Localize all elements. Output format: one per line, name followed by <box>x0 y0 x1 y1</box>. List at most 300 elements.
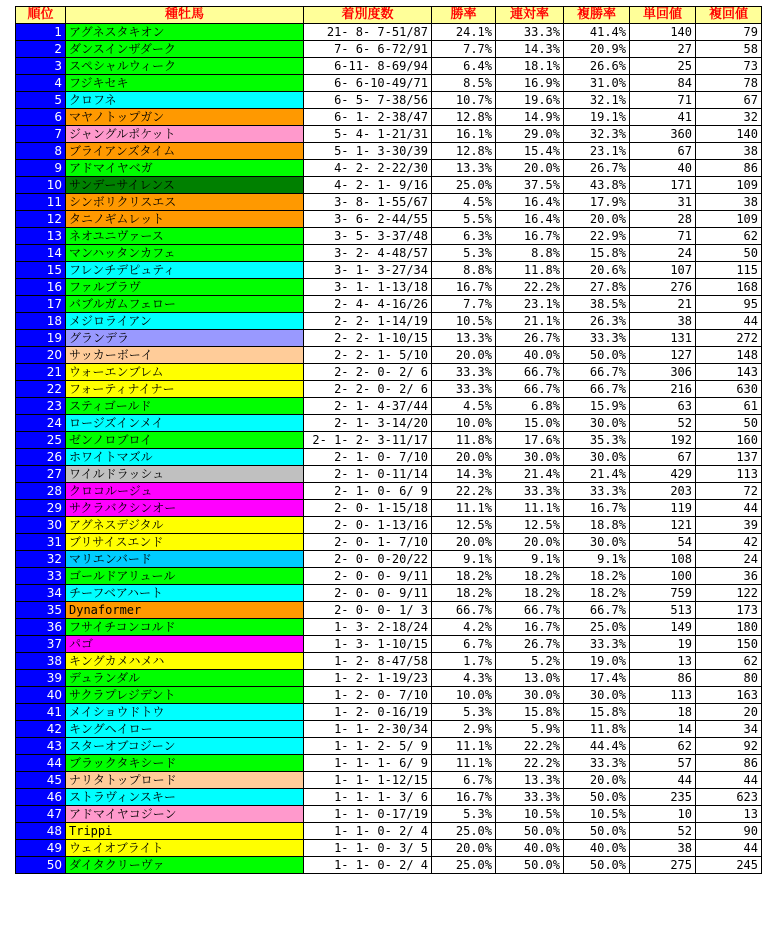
stallion-name-cell: スターオブコジーン <box>66 738 304 755</box>
win-return-cell: 10 <box>630 806 696 823</box>
show-rate-cell: 22.9% <box>564 228 630 245</box>
header-stallion: 種牡馬 <box>66 7 304 24</box>
win-return-cell: 13 <box>630 653 696 670</box>
win-rate-cell: 10.7% <box>432 92 496 109</box>
rank-cell: 29 <box>16 500 66 517</box>
place-rate-cell: 6.8% <box>496 398 564 415</box>
table-row <box>16 347 762 364</box>
header-record: 着別度数 <box>304 7 432 24</box>
win-return-cell: 149 <box>630 619 696 636</box>
show-rate-cell: 32.1% <box>564 92 630 109</box>
win-rate-cell: 11.1% <box>432 755 496 772</box>
show-rate-cell: 16.7% <box>564 500 630 517</box>
win-rate-cell: 16.7% <box>432 279 496 296</box>
win-return-cell: 140 <box>630 24 696 41</box>
show-rate-cell: 66.7% <box>564 381 630 398</box>
record-cell: 2- 2- 1-14/19 <box>304 313 432 330</box>
show-rate-cell: 44.4% <box>564 738 630 755</box>
show-rate-cell: 27.8% <box>564 279 630 296</box>
record-cell: 4- 2- 1- 9/16 <box>304 177 432 194</box>
win-return-cell: 19 <box>630 636 696 653</box>
win-rate-cell: 2.9% <box>432 721 496 738</box>
show-rate-cell: 50.0% <box>564 823 630 840</box>
show-return-cell: 36 <box>696 568 762 585</box>
table-row <box>16 857 762 874</box>
show-return-cell: 44 <box>696 772 762 789</box>
stallion-name-cell: メイショウドトウ <box>66 704 304 721</box>
stallion-name-cell: パゴ <box>66 636 304 653</box>
stallion-name-cell: アグネスタキオン <box>66 24 304 41</box>
table-row <box>16 687 762 704</box>
place-rate-cell: 16.7% <box>496 619 564 636</box>
record-cell: 2- 0- 1-15/18 <box>304 500 432 517</box>
win-rate-cell: 25.0% <box>432 177 496 194</box>
record-cell: 1- 1- 2- 5/ 9 <box>304 738 432 755</box>
show-return-cell: 44 <box>696 840 762 857</box>
stallion-name-cell: ブラックタキシード <box>66 755 304 772</box>
show-rate-cell: 11.8% <box>564 721 630 738</box>
win-return-cell: 21 <box>630 296 696 313</box>
table-row <box>16 568 762 585</box>
table-row <box>16 296 762 313</box>
show-rate-cell: 15.9% <box>564 398 630 415</box>
stallion-name-cell: タニノギムレット <box>66 211 304 228</box>
place-rate-cell: 23.1% <box>496 296 564 313</box>
table-row <box>16 483 762 500</box>
win-return-cell: 41 <box>630 109 696 126</box>
show-return-cell: 137 <box>696 449 762 466</box>
record-cell: 2- 0- 0- 9/11 <box>304 568 432 585</box>
show-return-cell: 143 <box>696 364 762 381</box>
rank-cell: 25 <box>16 432 66 449</box>
show-rate-cell: 19.1% <box>564 109 630 126</box>
rank-cell: 10 <box>16 177 66 194</box>
record-cell: 1- 1- 0-17/19 <box>304 806 432 823</box>
show-return-cell: 61 <box>696 398 762 415</box>
table-row <box>16 517 762 534</box>
win-return-cell: 759 <box>630 585 696 602</box>
win-rate-cell: 11.1% <box>432 738 496 755</box>
show-rate-cell: 50.0% <box>564 857 630 874</box>
win-rate-cell: 6.3% <box>432 228 496 245</box>
show-rate-cell: 20.0% <box>564 211 630 228</box>
rank-cell: 46 <box>16 789 66 806</box>
win-rate-cell: 12.5% <box>432 517 496 534</box>
show-rate-cell: 9.1% <box>564 551 630 568</box>
record-cell: 2- 1- 2- 3-11/17 <box>304 432 432 449</box>
place-rate-cell: 14.3% <box>496 41 564 58</box>
rank-cell: 35 <box>16 602 66 619</box>
show-return-cell: 122 <box>696 585 762 602</box>
table-body <box>16 24 762 874</box>
place-rate-cell: 21.4% <box>496 466 564 483</box>
place-rate-cell: 10.5% <box>496 806 564 823</box>
rank-cell: 31 <box>16 534 66 551</box>
show-return-cell: 86 <box>696 755 762 772</box>
win-return-cell: 67 <box>630 449 696 466</box>
stallion-name-cell: サクラバクシンオー <box>66 500 304 517</box>
show-rate-cell: 20.6% <box>564 262 630 279</box>
record-cell: 2- 0- 0-20/22 <box>304 551 432 568</box>
show-return-cell: 173 <box>696 602 762 619</box>
table-row <box>16 449 762 466</box>
show-rate-cell: 50.0% <box>564 347 630 364</box>
win-rate-cell: 10.0% <box>432 687 496 704</box>
win-return-cell: 131 <box>630 330 696 347</box>
show-rate-cell: 33.3% <box>564 483 630 500</box>
table-row <box>16 738 762 755</box>
place-rate-cell: 66.7% <box>496 602 564 619</box>
show-rate-cell: 40.0% <box>564 840 630 857</box>
table-row <box>16 330 762 347</box>
place-rate-cell: 5.2% <box>496 653 564 670</box>
win-rate-cell: 7.7% <box>432 41 496 58</box>
win-return-cell: 44 <box>630 772 696 789</box>
show-return-cell: 32 <box>696 109 762 126</box>
record-cell: 1- 3- 2-18/24 <box>304 619 432 636</box>
rank-cell: 26 <box>16 449 66 466</box>
rank-cell: 49 <box>16 840 66 857</box>
rank-cell: 42 <box>16 721 66 738</box>
table-row <box>16 704 762 721</box>
record-cell: 1- 1- 1-12/15 <box>304 772 432 789</box>
show-rate-cell: 17.9% <box>564 194 630 211</box>
show-rate-cell: 23.1% <box>564 143 630 160</box>
win-rate-cell: 4.2% <box>432 619 496 636</box>
place-rate-cell: 9.1% <box>496 551 564 568</box>
record-cell: 3- 6- 2-44/55 <box>304 211 432 228</box>
show-rate-cell: 20.9% <box>564 41 630 58</box>
place-rate-cell: 22.2% <box>496 279 564 296</box>
record-cell: 1- 1- 0- 2/ 4 <box>304 823 432 840</box>
win-rate-cell: 5.5% <box>432 211 496 228</box>
show-return-cell: 78 <box>696 75 762 92</box>
table-row <box>16 772 762 789</box>
win-return-cell: 67 <box>630 143 696 160</box>
stallion-name-cell: スティゴールド <box>66 398 304 415</box>
win-return-cell: 306 <box>630 364 696 381</box>
win-rate-cell: 20.0% <box>432 840 496 857</box>
stallion-name-cell: ダイタクリーヴァ <box>66 857 304 874</box>
record-cell: 2- 2- 0- 2/ 6 <box>304 364 432 381</box>
win-rate-cell: 66.7% <box>432 602 496 619</box>
record-cell: 2- 1- 0-11/14 <box>304 466 432 483</box>
record-cell: 6-11- 8-69/94 <box>304 58 432 75</box>
place-rate-cell: 30.0% <box>496 687 564 704</box>
show-rate-cell: 15.8% <box>564 245 630 262</box>
record-cell: 1- 1- 1- 6/ 9 <box>304 755 432 772</box>
table-row <box>16 41 762 58</box>
win-rate-cell: 20.0% <box>432 347 496 364</box>
stallion-name-cell: クロフネ <box>66 92 304 109</box>
rank-cell: 36 <box>16 619 66 636</box>
stallion-name-cell: マリエンバード <box>66 551 304 568</box>
place-rate-cell: 66.7% <box>496 364 564 381</box>
win-return-cell: 216 <box>630 381 696 398</box>
show-return-cell: 109 <box>696 177 762 194</box>
place-rate-cell: 5.9% <box>496 721 564 738</box>
win-rate-cell: 16.7% <box>432 789 496 806</box>
win-return-cell: 100 <box>630 568 696 585</box>
show-rate-cell: 15.8% <box>564 704 630 721</box>
win-rate-cell: 20.0% <box>432 534 496 551</box>
rank-cell: 22 <box>16 381 66 398</box>
show-return-cell: 79 <box>696 24 762 41</box>
rank-cell: 4 <box>16 75 66 92</box>
place-rate-cell: 50.0% <box>496 857 564 874</box>
table-row <box>16 721 762 738</box>
win-return-cell: 38 <box>630 840 696 857</box>
win-rate-cell: 33.3% <box>432 364 496 381</box>
win-return-cell: 113 <box>630 687 696 704</box>
record-cell: 1- 1- 0- 3/ 5 <box>304 840 432 857</box>
stallion-name-cell: ダンスインザダーク <box>66 41 304 58</box>
show-rate-cell: 25.0% <box>564 619 630 636</box>
show-return-cell: 92 <box>696 738 762 755</box>
stallion-name-cell: クロコルージュ <box>66 483 304 500</box>
rank-cell: 45 <box>16 772 66 789</box>
show-return-cell: 113 <box>696 466 762 483</box>
place-rate-cell: 18.2% <box>496 568 564 585</box>
record-cell: 1- 3- 1-10/15 <box>304 636 432 653</box>
table-row <box>16 313 762 330</box>
stallion-name-cell: サッカーボーイ <box>66 347 304 364</box>
place-rate-cell: 16.4% <box>496 211 564 228</box>
win-return-cell: 14 <box>630 721 696 738</box>
record-cell: 1- 2- 1-19/23 <box>304 670 432 687</box>
table-row <box>16 126 762 143</box>
table-row <box>16 211 762 228</box>
rank-cell: 33 <box>16 568 66 585</box>
record-cell: 2- 2- 0- 2/ 6 <box>304 381 432 398</box>
table-row <box>16 670 762 687</box>
table-row <box>16 534 762 551</box>
place-rate-cell: 15.4% <box>496 143 564 160</box>
record-cell: 2- 0- 1- 7/10 <box>304 534 432 551</box>
show-rate-cell: 33.3% <box>564 330 630 347</box>
show-rate-cell: 26.3% <box>564 313 630 330</box>
show-rate-cell: 66.7% <box>564 602 630 619</box>
stallion-name-cell: Trippi <box>66 823 304 840</box>
win-return-cell: 84 <box>630 75 696 92</box>
header-row <box>16 7 762 24</box>
rank-cell: 16 <box>16 279 66 296</box>
place-rate-cell: 11.8% <box>496 262 564 279</box>
stallion-name-cell: Dynaformer <box>66 602 304 619</box>
show-rate-cell: 35.3% <box>564 432 630 449</box>
win-return-cell: 52 <box>630 415 696 432</box>
show-rate-cell: 26.6% <box>564 58 630 75</box>
record-cell: 1- 2- 0- 7/10 <box>304 687 432 704</box>
table-row <box>16 806 762 823</box>
place-rate-cell: 15.8% <box>496 704 564 721</box>
win-rate-cell: 13.3% <box>432 160 496 177</box>
stallion-name-cell: ゴールドアリュール <box>66 568 304 585</box>
win-rate-cell: 10.0% <box>432 415 496 432</box>
place-rate-cell: 50.0% <box>496 823 564 840</box>
stallion-name-cell: フジキセキ <box>66 75 304 92</box>
rank-cell: 43 <box>16 738 66 755</box>
table-row <box>16 619 762 636</box>
record-cell: 1- 2- 8-47/58 <box>304 653 432 670</box>
table-row <box>16 160 762 177</box>
show-rate-cell: 32.3% <box>564 126 630 143</box>
show-rate-cell: 30.0% <box>564 415 630 432</box>
record-cell: 2- 1- 4-37/44 <box>304 398 432 415</box>
stallion-name-cell: デュランダル <box>66 670 304 687</box>
stallion-name-cell: フォーティナイナー <box>66 381 304 398</box>
show-rate-cell: 10.5% <box>564 806 630 823</box>
record-cell: 2- 0- 1-13/16 <box>304 517 432 534</box>
show-return-cell: 38 <box>696 143 762 160</box>
table-row <box>16 653 762 670</box>
record-cell: 2- 0- 0- 9/11 <box>304 585 432 602</box>
table-row <box>16 58 762 75</box>
show-rate-cell: 26.7% <box>564 160 630 177</box>
show-rate-cell: 21.4% <box>564 466 630 483</box>
place-rate-cell: 16.4% <box>496 194 564 211</box>
rank-cell: 34 <box>16 585 66 602</box>
show-rate-cell: 31.0% <box>564 75 630 92</box>
rank-cell: 41 <box>16 704 66 721</box>
show-return-cell: 39 <box>696 517 762 534</box>
rank-cell: 39 <box>16 670 66 687</box>
show-rate-cell: 30.0% <box>564 534 630 551</box>
place-rate-cell: 19.6% <box>496 92 564 109</box>
stallion-name-cell: マヤノトップガン <box>66 109 304 126</box>
win-rate-cell: 8.5% <box>432 75 496 92</box>
table-row <box>16 602 762 619</box>
show-return-cell: 24 <box>696 551 762 568</box>
win-return-cell: 57 <box>630 755 696 772</box>
stallion-name-cell: スペシャルウィーク <box>66 58 304 75</box>
show-return-cell: 72 <box>696 483 762 500</box>
stallion-name-cell: ウェイオブライト <box>66 840 304 857</box>
place-rate-cell: 22.2% <box>496 738 564 755</box>
win-return-cell: 192 <box>630 432 696 449</box>
rank-cell: 11 <box>16 194 66 211</box>
record-cell: 2- 2- 1- 5/10 <box>304 347 432 364</box>
record-cell: 6- 1- 2-38/47 <box>304 109 432 126</box>
table-row <box>16 415 762 432</box>
record-cell: 2- 1- 0- 7/10 <box>304 449 432 466</box>
rank-cell: 28 <box>16 483 66 500</box>
place-rate-cell: 40.0% <box>496 347 564 364</box>
rank-cell: 3 <box>16 58 66 75</box>
win-rate-cell: 18.2% <box>432 568 496 585</box>
show-return-cell: 163 <box>696 687 762 704</box>
place-rate-cell: 33.3% <box>496 483 564 500</box>
win-return-cell: 171 <box>630 177 696 194</box>
rank-cell: 40 <box>16 687 66 704</box>
stallion-name-cell: ウォーエンブレム <box>66 364 304 381</box>
stallion-name-cell: アドマイヤコジーン <box>66 806 304 823</box>
show-return-cell: 109 <box>696 211 762 228</box>
show-rate-cell: 18.2% <box>564 568 630 585</box>
win-rate-cell: 5.3% <box>432 245 496 262</box>
table-row <box>16 398 762 415</box>
stallion-name-cell: ファルブラヴ <box>66 279 304 296</box>
win-rate-cell: 16.1% <box>432 126 496 143</box>
rank-cell: 13 <box>16 228 66 245</box>
table-row <box>16 381 762 398</box>
rank-cell: 15 <box>16 262 66 279</box>
show-return-cell: 62 <box>696 228 762 245</box>
show-return-cell: 95 <box>696 296 762 313</box>
record-cell: 6- 5- 7-38/56 <box>304 92 432 109</box>
win-return-cell: 121 <box>630 517 696 534</box>
show-rate-cell: 33.3% <box>564 755 630 772</box>
show-return-cell: 272 <box>696 330 762 347</box>
record-cell: 1- 1- 0- 2/ 4 <box>304 857 432 874</box>
stallion-name-cell: キングヘイロー <box>66 721 304 738</box>
record-cell: 1- 1- 2-30/34 <box>304 721 432 738</box>
win-return-cell: 38 <box>630 313 696 330</box>
table-row <box>16 109 762 126</box>
show-rate-cell: 17.4% <box>564 670 630 687</box>
show-rate-cell: 33.3% <box>564 636 630 653</box>
table-row <box>16 823 762 840</box>
rank-cell: 47 <box>16 806 66 823</box>
win-rate-cell: 9.1% <box>432 551 496 568</box>
show-return-cell: 50 <box>696 245 762 262</box>
rank-cell: 7 <box>16 126 66 143</box>
show-return-cell: 13 <box>696 806 762 823</box>
stallion-name-cell: ナリタトップロード <box>66 772 304 789</box>
rank-cell: 38 <box>16 653 66 670</box>
show-return-cell: 38 <box>696 194 762 211</box>
record-cell: 3- 5- 3-37/48 <box>304 228 432 245</box>
record-cell: 2- 1- 3-14/20 <box>304 415 432 432</box>
stallion-name-cell: グランデラ <box>66 330 304 347</box>
stallion-name-cell: ブライアンズタイム <box>66 143 304 160</box>
stallion-name-cell: ホワイトマズル <box>66 449 304 466</box>
place-rate-cell: 33.3% <box>496 24 564 41</box>
win-rate-cell: 11.1% <box>432 500 496 517</box>
rank-cell: 9 <box>16 160 66 177</box>
show-return-cell: 58 <box>696 41 762 58</box>
show-rate-cell: 30.0% <box>564 687 630 704</box>
show-return-cell: 86 <box>696 160 762 177</box>
record-cell: 5- 1- 3-30/39 <box>304 143 432 160</box>
place-rate-cell: 18.1% <box>496 58 564 75</box>
header-place-rate: 連対率 <box>496 7 564 24</box>
table-row <box>16 143 762 160</box>
rank-cell: 21 <box>16 364 66 381</box>
stallion-name-cell: アグネスデジタル <box>66 517 304 534</box>
rank-cell: 17 <box>16 296 66 313</box>
rank-cell: 2 <box>16 41 66 58</box>
stallion-ranking-table <box>15 6 762 874</box>
show-rate-cell: 50.0% <box>564 789 630 806</box>
place-rate-cell: 26.7% <box>496 636 564 653</box>
rank-cell: 6 <box>16 109 66 126</box>
record-cell: 1- 1- 1- 3/ 6 <box>304 789 432 806</box>
rank-cell: 8 <box>16 143 66 160</box>
win-rate-cell: 24.1% <box>432 24 496 41</box>
win-rate-cell: 11.8% <box>432 432 496 449</box>
win-return-cell: 276 <box>630 279 696 296</box>
win-return-cell: 63 <box>630 398 696 415</box>
win-return-cell: 52 <box>630 823 696 840</box>
stallion-name-cell: ワイルドラッシュ <box>66 466 304 483</box>
stallion-name-cell: ジャングルポケット <box>66 126 304 143</box>
show-return-cell: 62 <box>696 653 762 670</box>
record-cell: 3- 2- 4-48/57 <box>304 245 432 262</box>
win-return-cell: 71 <box>630 92 696 109</box>
win-return-cell: 86 <box>630 670 696 687</box>
record-cell: 3- 1- 3-27/34 <box>304 262 432 279</box>
